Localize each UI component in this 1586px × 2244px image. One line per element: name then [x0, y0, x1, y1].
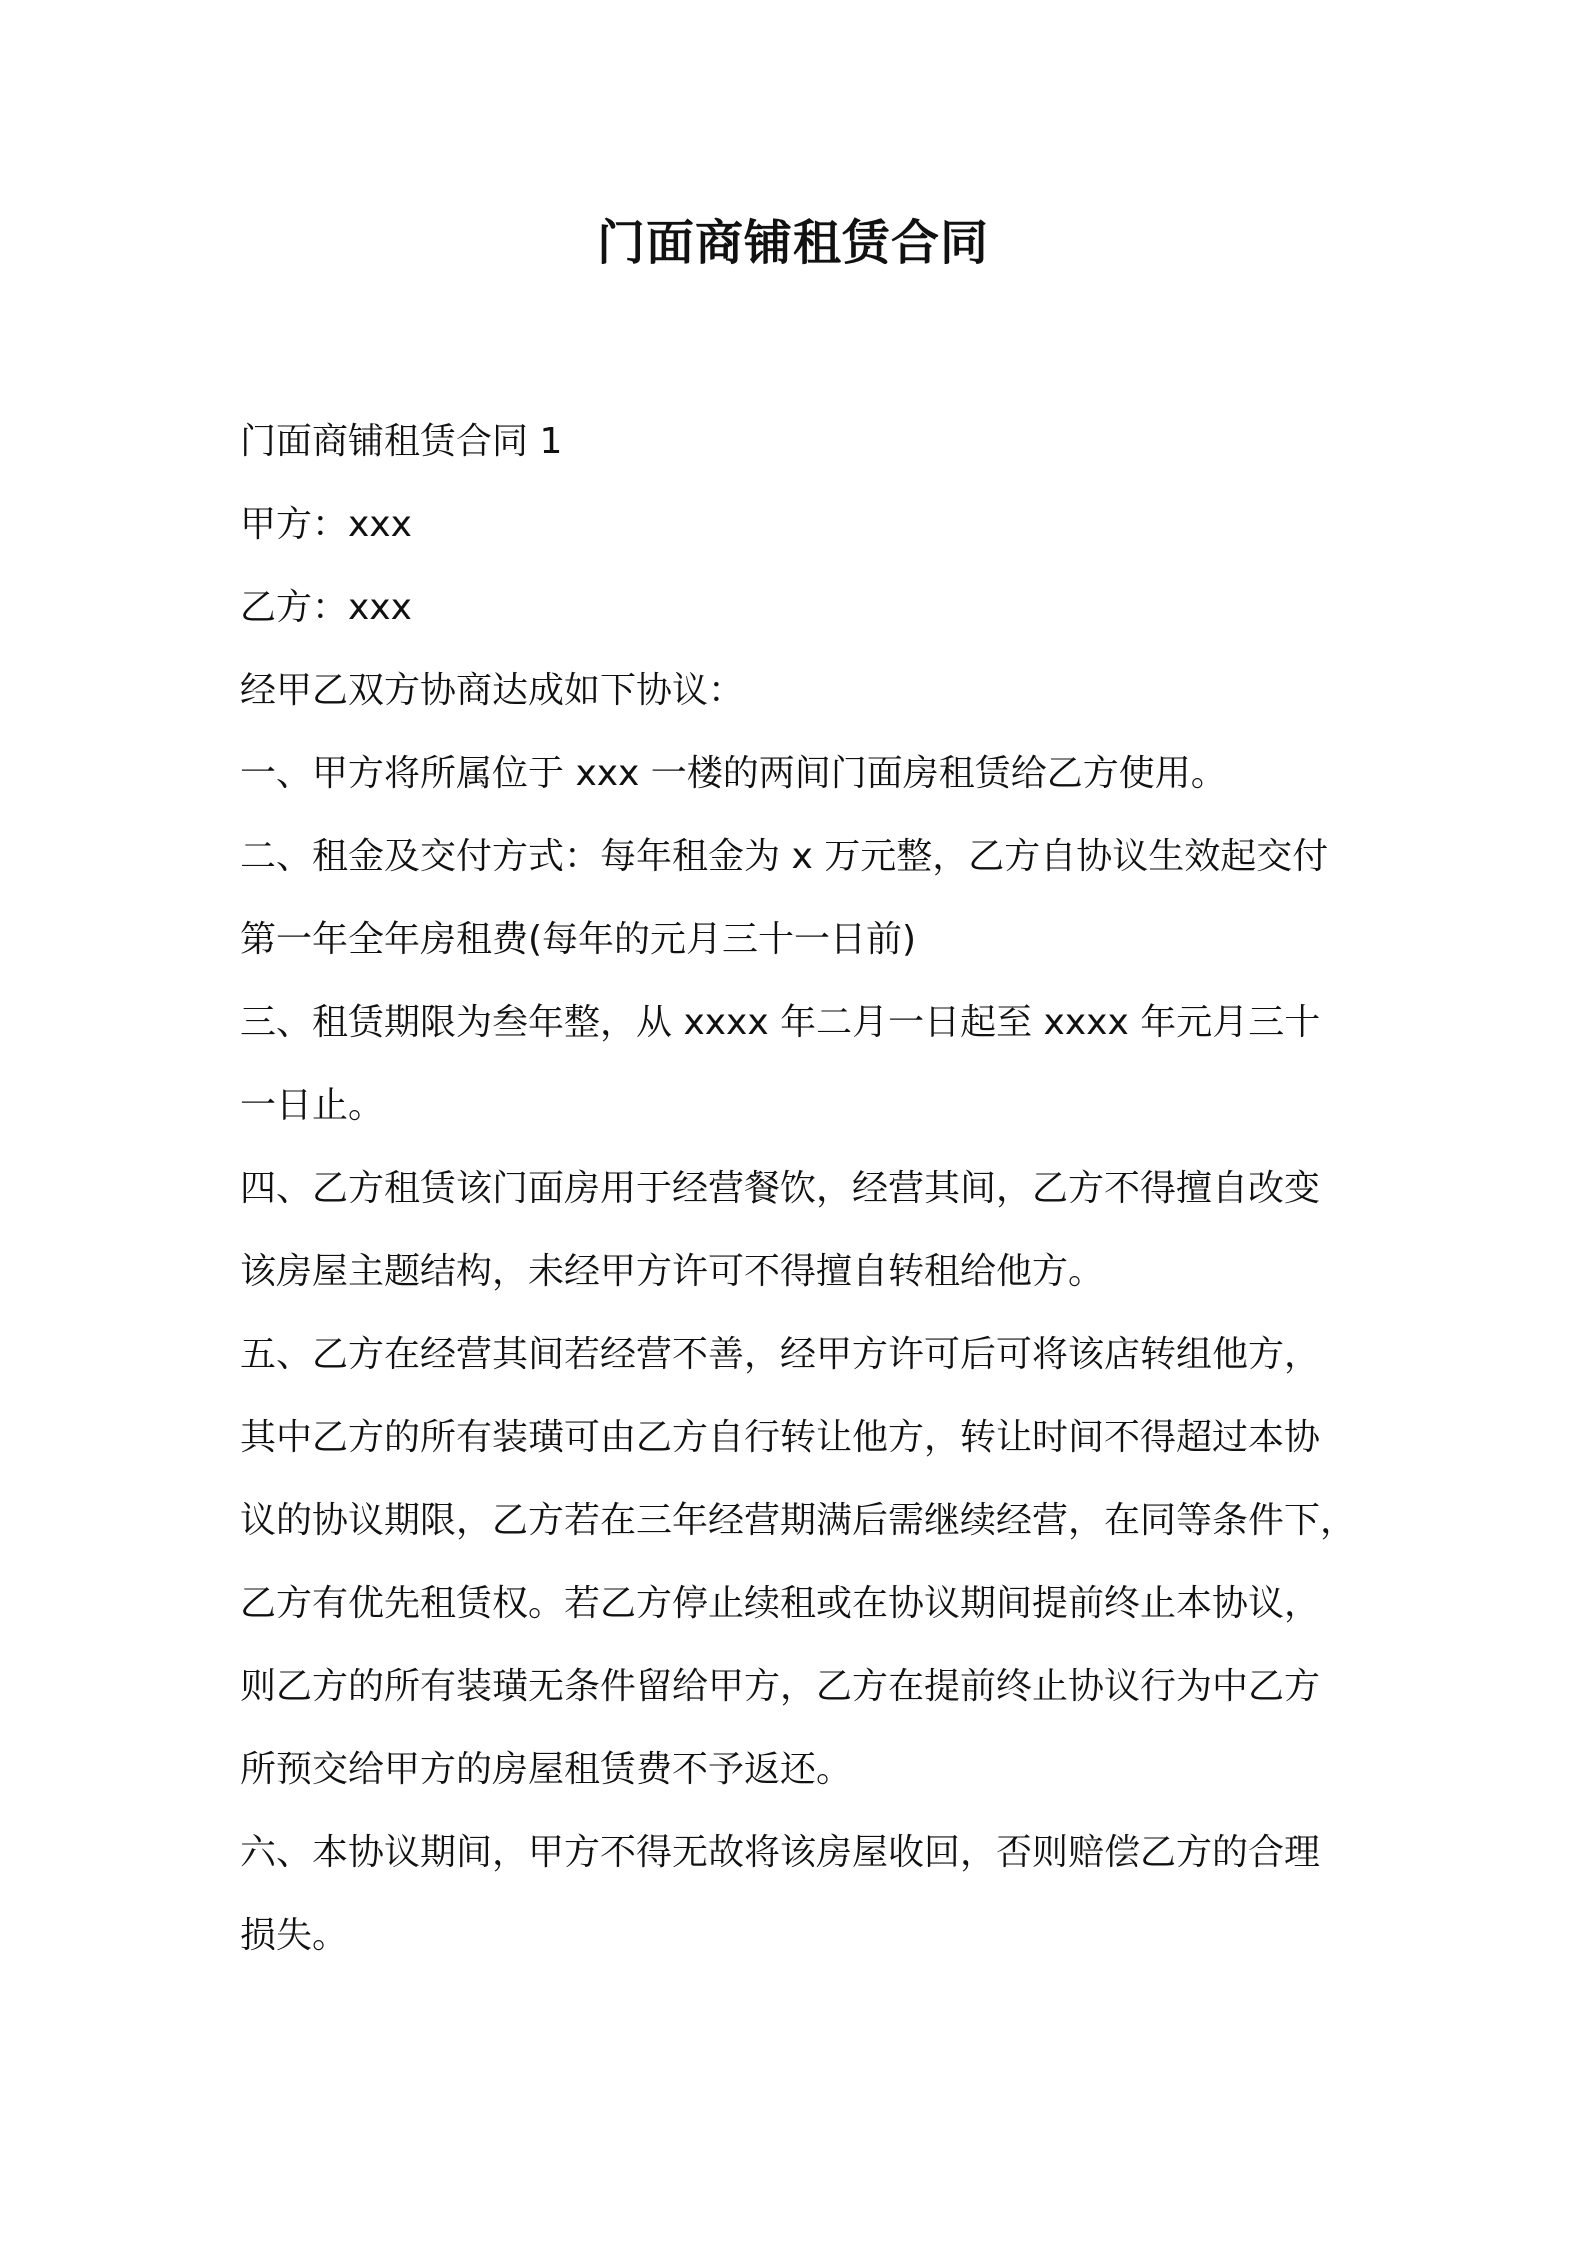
document-title: 门面商铺租赁合同 — [596, 215, 989, 271]
clause-5-line: 议的协议期限，乙方若在三年经营期满后需继续经营，在同等条件下， — [240, 1500, 1357, 1541]
clause-2-line: 第一年全年房租费(每年的元月三十一日前) — [240, 919, 917, 960]
clause-6-line: 损失。 — [240, 1915, 349, 1956]
clause-4-line: 该房屋主题结构，未经甲方许可不得擅自转租给他方。 — [240, 1251, 1105, 1292]
clause-3-line: 一日止。 — [240, 1085, 385, 1126]
clause-6-line: 六、本协议期间，甲方不得无故将该房屋收回，否则赔偿乙方的合理 — [240, 1832, 1321, 1873]
clause-4-line: 四、乙方租赁该门面房用于经营餐饮，经营其间，乙方不得擅自改变 — [240, 1168, 1321, 1209]
clause-5-line: 五、乙方在经营其间若经营不善，经甲方许可后可将该店转组他方， — [240, 1334, 1321, 1375]
clause-5-line: 乙方有优先租赁权。若乙方停止续租或在协议期间提前终止本协议， — [240, 1583, 1321, 1624]
clause-1-line: 一、甲方将所属位于 xxx 一楼的两间门面房租赁给乙方使用。 — [240, 753, 1227, 794]
clause-5-line: 所预交给甲方的房屋租赁费不予返还。 — [240, 1749, 853, 1790]
party-b-line: 乙方：xxx — [240, 587, 412, 628]
clause-3-line: 三、租赁期限为叁年整，从 xxxx 年二月一日起至 xxxx 年元月三十 — [240, 1002, 1321, 1043]
party-a-line: 甲方：xxx — [240, 504, 412, 545]
document-body — [240, 400, 1357, 1977]
clause-5-line: 则乙方的所有装璜无条件留给甲方，乙方在提前终止协议行为中乙方 — [240, 1666, 1321, 1707]
clause-5-line: 其中乙方的所有装璜可由乙方自行转让他方，转让时间不得超过本协 — [240, 1417, 1321, 1458]
subtitle-line: 门面商铺租赁合同 1 — [240, 421, 563, 462]
clause-2-line: 二、租金及交付方式：每年租金为 x 万元整，乙方自协议生效起交付 — [240, 836, 1329, 877]
agreement-intro-line: 经甲乙双方协商达成如下协议： — [240, 670, 745, 711]
